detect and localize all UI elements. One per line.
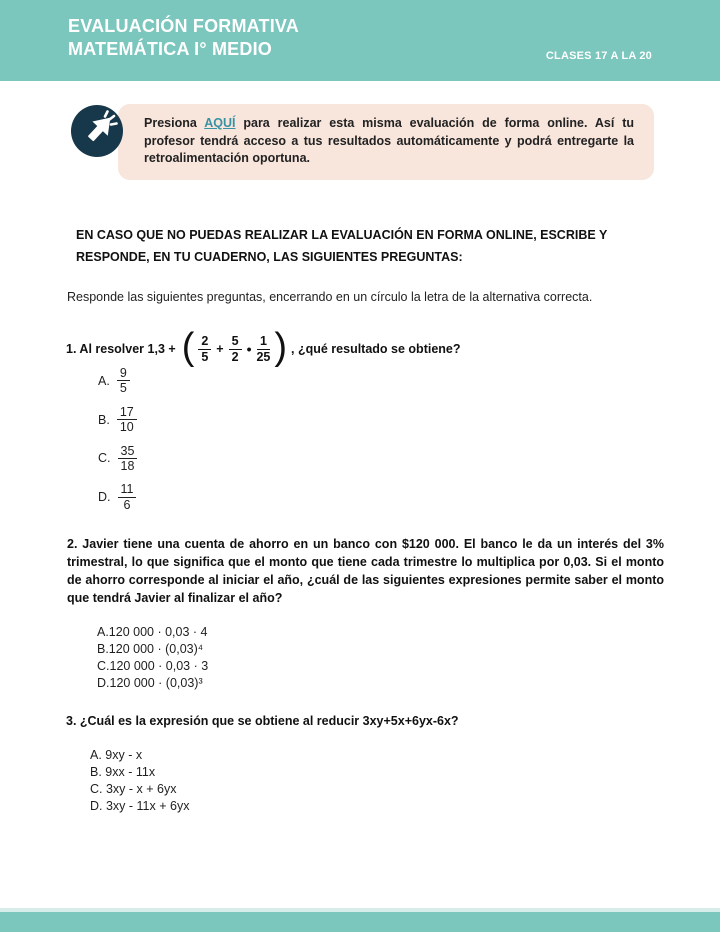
option-row-a — [98, 366, 137, 396]
option-row-c: C. 3xy - x + 6yx — [90, 782, 177, 796]
fraction-numerator: 11 — [118, 482, 137, 497]
fraction-numerator: 9 — [117, 366, 130, 381]
option-letter: D. — [98, 490, 111, 505]
fraction-numerator: 5 — [229, 334, 242, 349]
fraction — [118, 482, 137, 512]
option-row-d: D.120 000 · (0,03)³ — [97, 676, 203, 690]
notice-text-pre: Presiona — [144, 116, 197, 130]
question-1-options — [98, 366, 137, 512]
option-letter: B. — [98, 412, 110, 427]
header-banner — [0, 0, 720, 81]
option-row-b: B. 9xx - 11x — [90, 765, 156, 779]
fraction-denominator: 6 — [123, 497, 131, 512]
fraction-numerator: 35 — [118, 444, 138, 459]
fraction — [117, 366, 130, 396]
question-2-options — [97, 624, 208, 692]
fraction — [229, 334, 242, 364]
option-row-c: C.120 000 · 0,03 · 3 — [97, 659, 209, 673]
option-row-b: B.120 000 · (0,03)⁴ — [97, 642, 204, 656]
fraction-denominator: 10 — [119, 420, 134, 435]
option-row-d — [98, 482, 137, 512]
fraction-denominator: 18 — [120, 458, 135, 473]
fraction — [256, 334, 270, 364]
footer-band — [0, 908, 720, 932]
paren-close: ) — [274, 326, 288, 368]
option-row-a: A.120 000 · 0,03 · 4 — [97, 625, 208, 639]
multiply-operator: • — [246, 341, 252, 357]
fraction-denominator: 5 — [201, 349, 209, 364]
classes-badge: CLASES 17 A LA 20 — [545, 50, 652, 62]
respond-instruction: Responde las siguientes preguntas, encerrando en un círculo la letra de la alternativa correcta. — [67, 290, 593, 304]
question-1-text: 1. Al resolver 1,3 + — [66, 342, 176, 356]
click-cursor-icon — [69, 103, 125, 159]
option-row-d: D. 3xy - 11x + 6yx — [90, 799, 190, 813]
notice-text-post: para realizar esta misma evaluación de forma online. Así tu profesor tendrá acceso a tus resultados automáticamente y podrá entregarte la retroalimentación oportuna. — [144, 116, 634, 165]
fraction — [198, 334, 211, 364]
question-1-suffix: , ¿qué resultado se obtiene? — [291, 342, 461, 356]
question-3-options — [90, 747, 189, 815]
question-1 — [66, 326, 461, 368]
question-2: 2. Javier tiene una cuenta de ahorro en un banco con $120 000. El banco le da un interés del 3% trimestral, lo que significa que el monto que tiene cada trimestre lo multiplica por 0,03. Si el monto de ahorro corresponde al iniciar el año, ¿cuál de las siguientes expresiones permite saber el monto que tendrá Javier al finalizar el año? — [67, 537, 664, 605]
notice-text — [144, 115, 634, 168]
option-letter: C. — [98, 451, 111, 466]
doc-title-line2: MATEMÁTICA I° MEDIO — [68, 39, 272, 59]
online-evaluation-link[interactable]: AQUÍ — [204, 116, 236, 130]
fraction-denominator: 2 — [231, 349, 239, 364]
question-3: 3. ¿Cuál es la expresión que se obtiene al reducir 3xy+5x+6yx-6x? — [66, 714, 459, 728]
fraction-denominator: 5 — [119, 381, 127, 396]
option-row-a: A. 9xy - x — [90, 748, 143, 762]
online-notice-box — [118, 104, 654, 180]
fraction-numerator: 2 — [198, 334, 211, 349]
fraction — [117, 405, 137, 435]
plus-operator: + — [216, 342, 224, 356]
option-letter: A. — [98, 373, 110, 388]
fraction — [118, 444, 138, 474]
fraction-numerator: 17 — [117, 405, 137, 420]
doc-title-line1: EVALUACIÓN FORMATIVA — [68, 16, 299, 36]
option-row-b — [98, 405, 137, 435]
offline-instruction: EN CASO QUE NO PUEDAS REALIZAR LA EVALUACIÓN EN FORMA ONLINE, ESCRIBE Y RESPONDE, EN TU CUADERNO, LAS SIGUIENTES PREGUNTAS: — [76, 228, 608, 264]
option-row-c — [98, 444, 137, 474]
doc-title — [68, 15, 299, 61]
fraction-denominator: 25 — [256, 349, 271, 364]
fraction-numerator: 1 — [257, 334, 270, 349]
paren-open: ( — [181, 326, 195, 368]
